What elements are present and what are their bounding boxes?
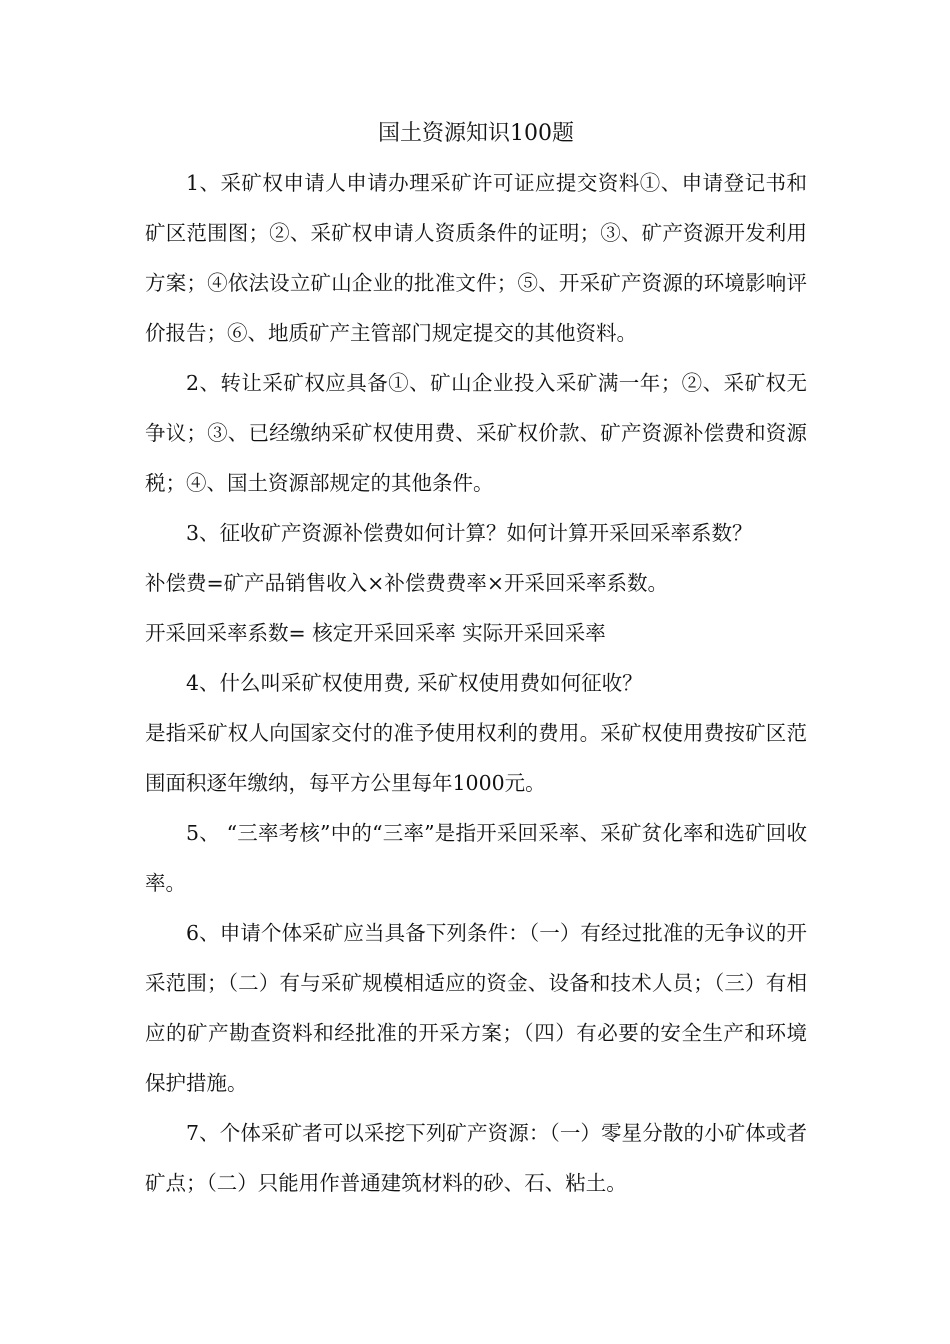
document-title: 国土资源知识100题 — [378, 121, 574, 146]
question-3-answer-formula: 补偿费=矿产品销售收入×补偿费费率×开采回采率系数。 — [145, 571, 669, 595]
question-6: 6、申请个体采矿应当具备下列条件：（一）有经过批准的无争议的开采范围；（二）有与采矿规模相适应的资金、设备和技术人员；（三）有相应的矿产勘查资料和经批准的开采方案；（四）有必要的安全生产和环境保护措施。 — [145, 921, 807, 1095]
question-2: 2、转让采矿权应具备①、矿山企业投入采矿满一年；②、采矿权无争议；③、已经缴纳采矿权使用费、采矿权价款、矿产资源补偿费和资源税；④、国土资源部规定的其他条件。 — [145, 371, 807, 495]
question-4: 4、什么叫采矿权使用费, 采矿权使用费如何征收？ — [186, 671, 643, 695]
question-3: 3、征收矿产资源补偿费如何计算？如何计算开采回采率系数？ — [186, 521, 753, 545]
question-4-answer: 是指采矿权人向国家交付的准予使用权利的费用。采矿权使用费按矿区范围面积逐年缴纳，每平方公里每年1000元。 — [145, 721, 807, 795]
document-page — [145, 112, 807, 1208]
question-7: 7、个体采矿者可以采挖下列矿产资源：（一）零星分散的小矿体或者矿点；（二）只能用作普通建筑材料的砂、石、粘土。 — [145, 1121, 807, 1195]
question-5: 5、 “三率考核”中的“三率”是指开采回采率、采矿贫化率和选矿回收率。 — [145, 821, 807, 895]
question-1: 1、采矿权申请人申请办理采矿许可证应提交资料①、申请登记书和矿区范围图；②、采矿权申请人资质条件的证明；③、矿产资源开发利用方案；④依法设立矿山企业的批准文件；⑤、开采矿产资源的环境影响评价报告；⑥、地质矿产主管部门规定提交的其他资料。 — [145, 171, 807, 345]
question-3-answer-coefficient: 开采回采率系数= 核定开采回采率 实际开采回采率 — [145, 621, 606, 645]
